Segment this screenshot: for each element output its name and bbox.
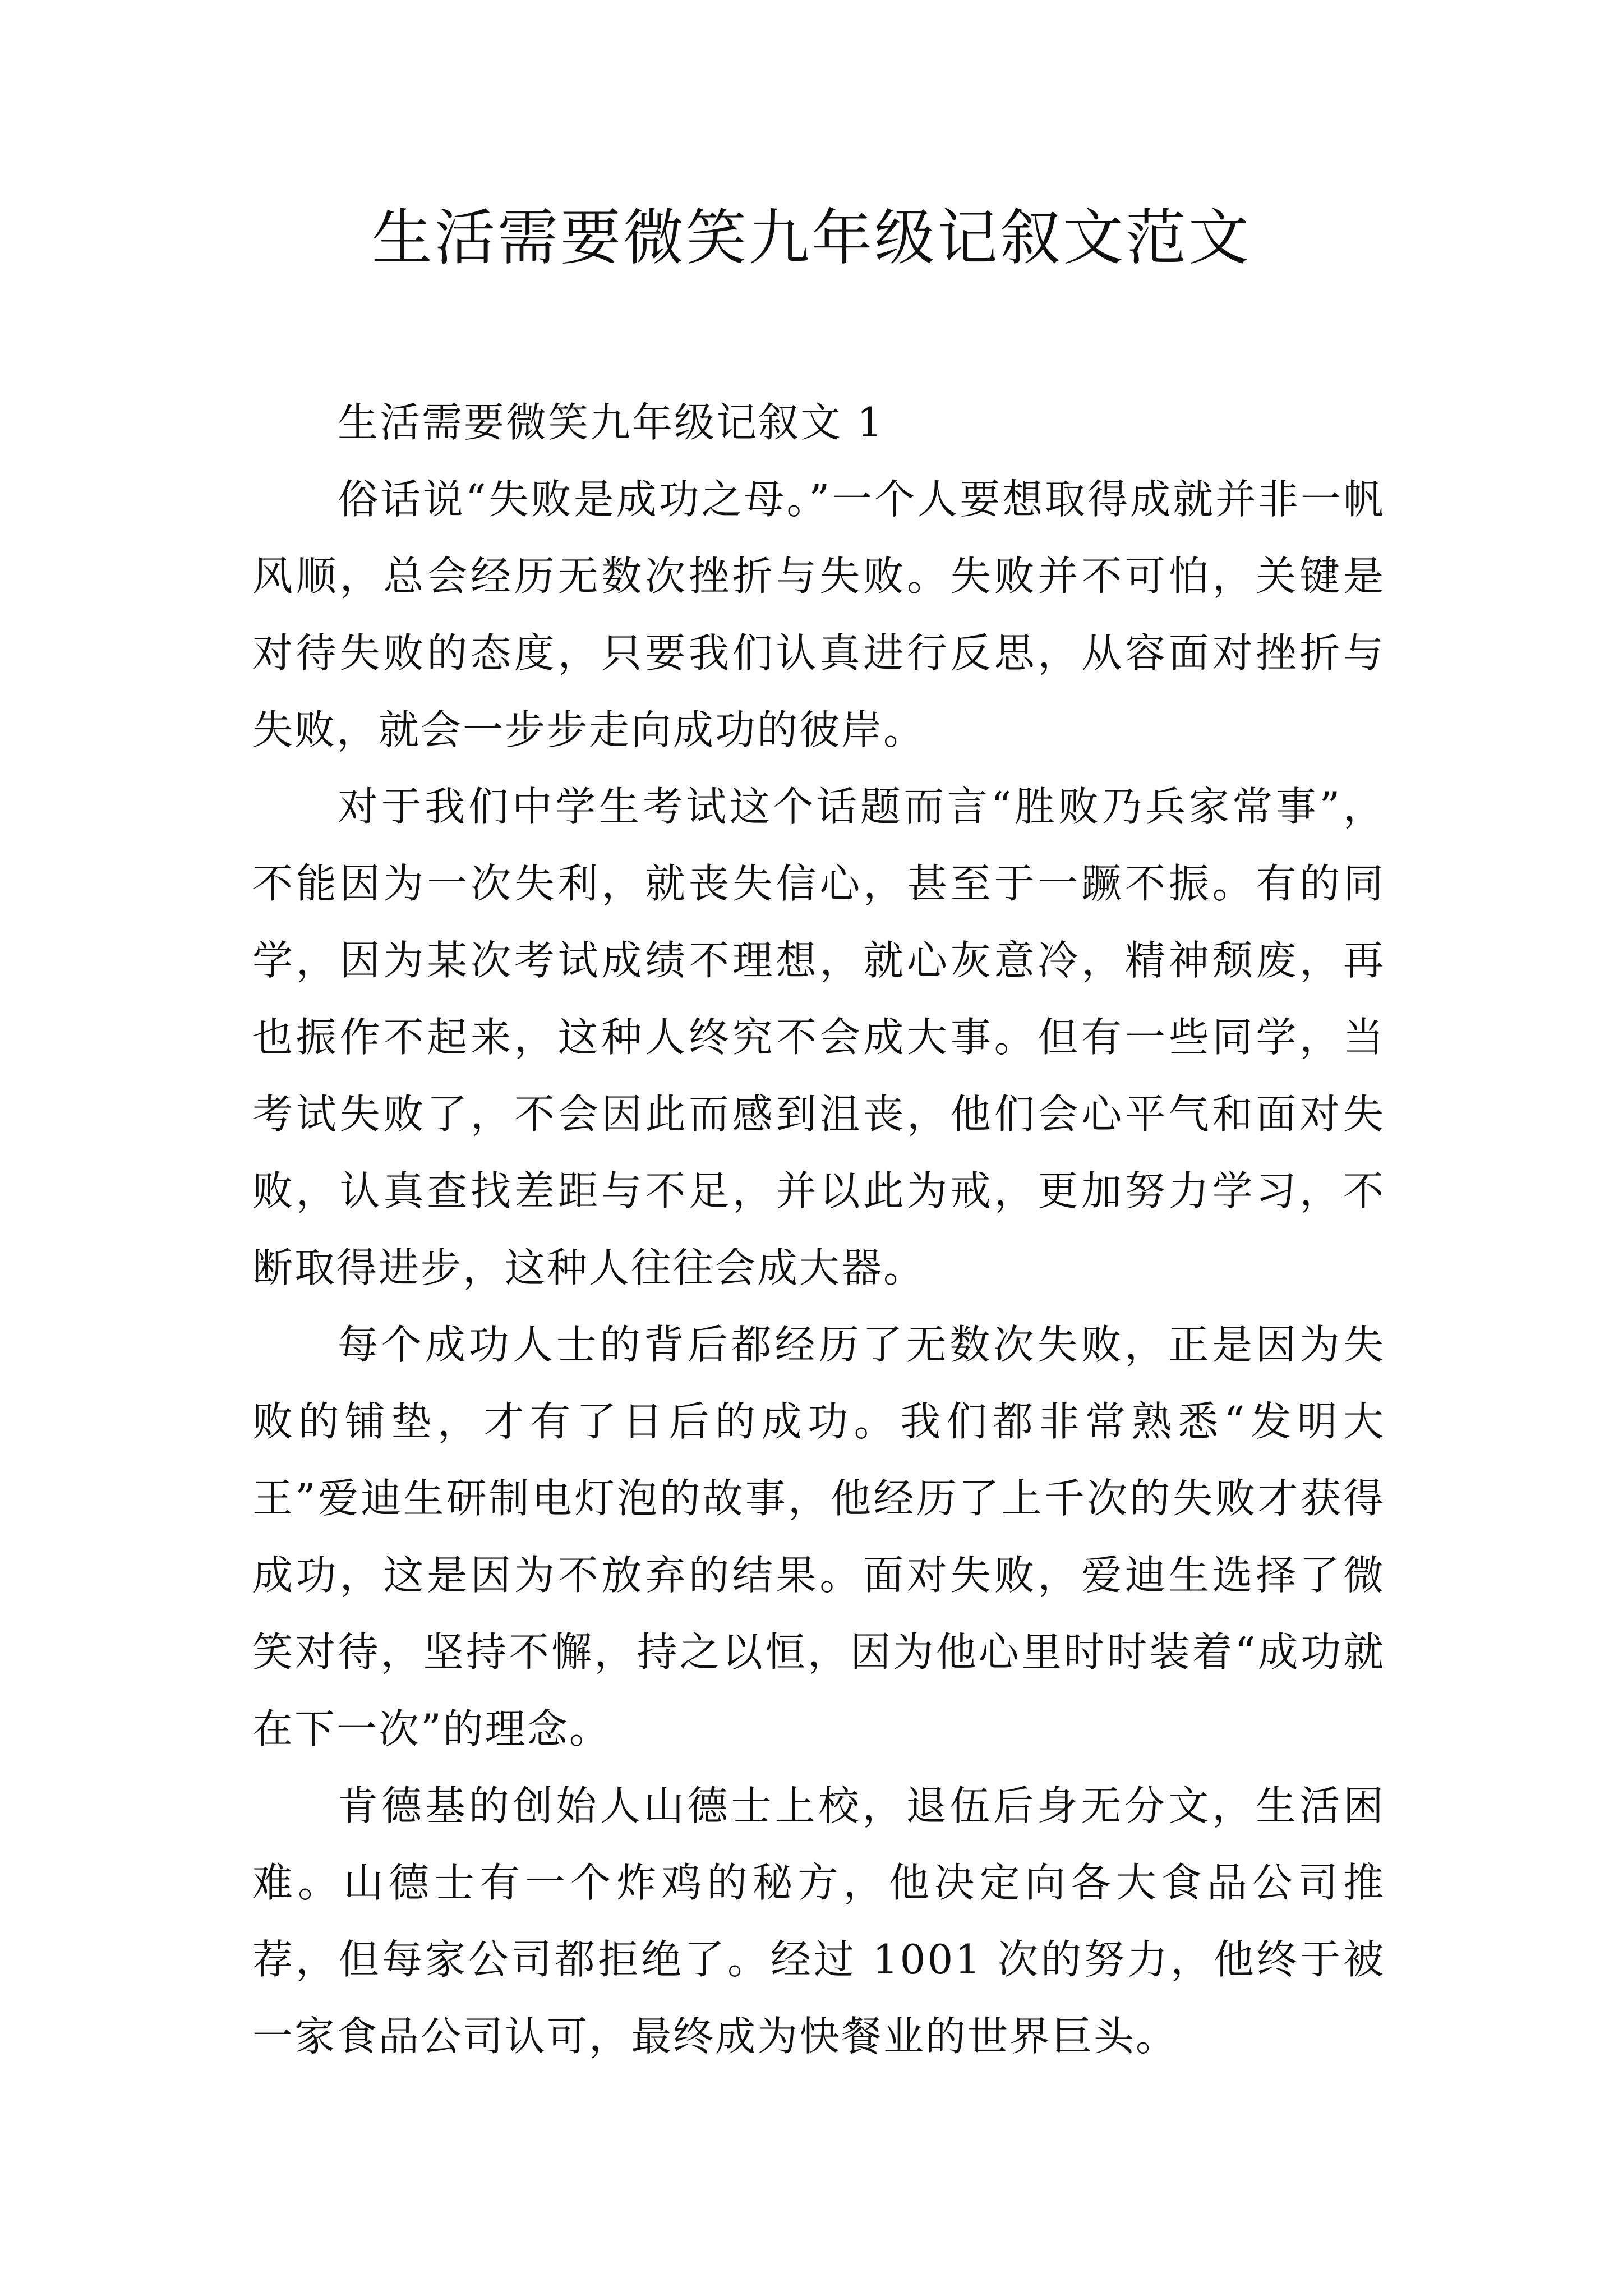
paragraph-3: 每个成功人士的背后都经历了无数次失败，正是因为失败的铺垫，才有了日后的成功。我们都非常熟悉“发明大王”爱迪生研制电灯泡的故事，他经历了上千次的失败才获得成功，这是因为不放弃的结果。面对失败，爱迪生选择了微笑对待，坚持不懈，持之以恒，因为他心里时时装着“成功就在下一次”的理念。 — [252, 1321, 1385, 1752]
section-heading: 生活需要微笑九年级记叙文 1 — [338, 399, 884, 446]
document-body — [252, 384, 1385, 2075]
document-title: 生活需要微笑九年级记叙文范文 — [371, 203, 1251, 273]
paragraph-4: 肯德基的创始人山德士上校，退伍后身无分文，生活困难。山德士有一个炸鸡的秘方，他决定向各大食品公司推荐，但每家公司都拒绝了。经过 1001 次的努力，他终于被一家食品公司认可，最终成为快餐业的世界巨头。 — [252, 1782, 1385, 2060]
paragraph-2: 对于我们中学生考试这个话题而言“胜败乃兵家常事”，不能因为一次失利，就丧失信心，甚至于一蹶不振。有的同学，因为某次考试成绩不理想，就心灰意冷，精神颓废，再也振作不起来，这种人终究不会成大事。但有一些同学，当考试失败了，不会因此而感到沮丧，他们会心平气和面对失败，认真查找差距与不足，并以此为戒，更加努力学习，不断取得进步，这种人往往会成大器。 — [252, 783, 1385, 1291]
paragraph-1: 俗话说“失败是成功之母。”一个人要想取得成就并非一帆风顺，总会经历无数次挫折与失败。失败并不可怕，关键是对待失败的态度，只要我们认真进行反思，从容面对挫折与失败，就会一步步走向成功的彼岸。 — [252, 476, 1385, 753]
